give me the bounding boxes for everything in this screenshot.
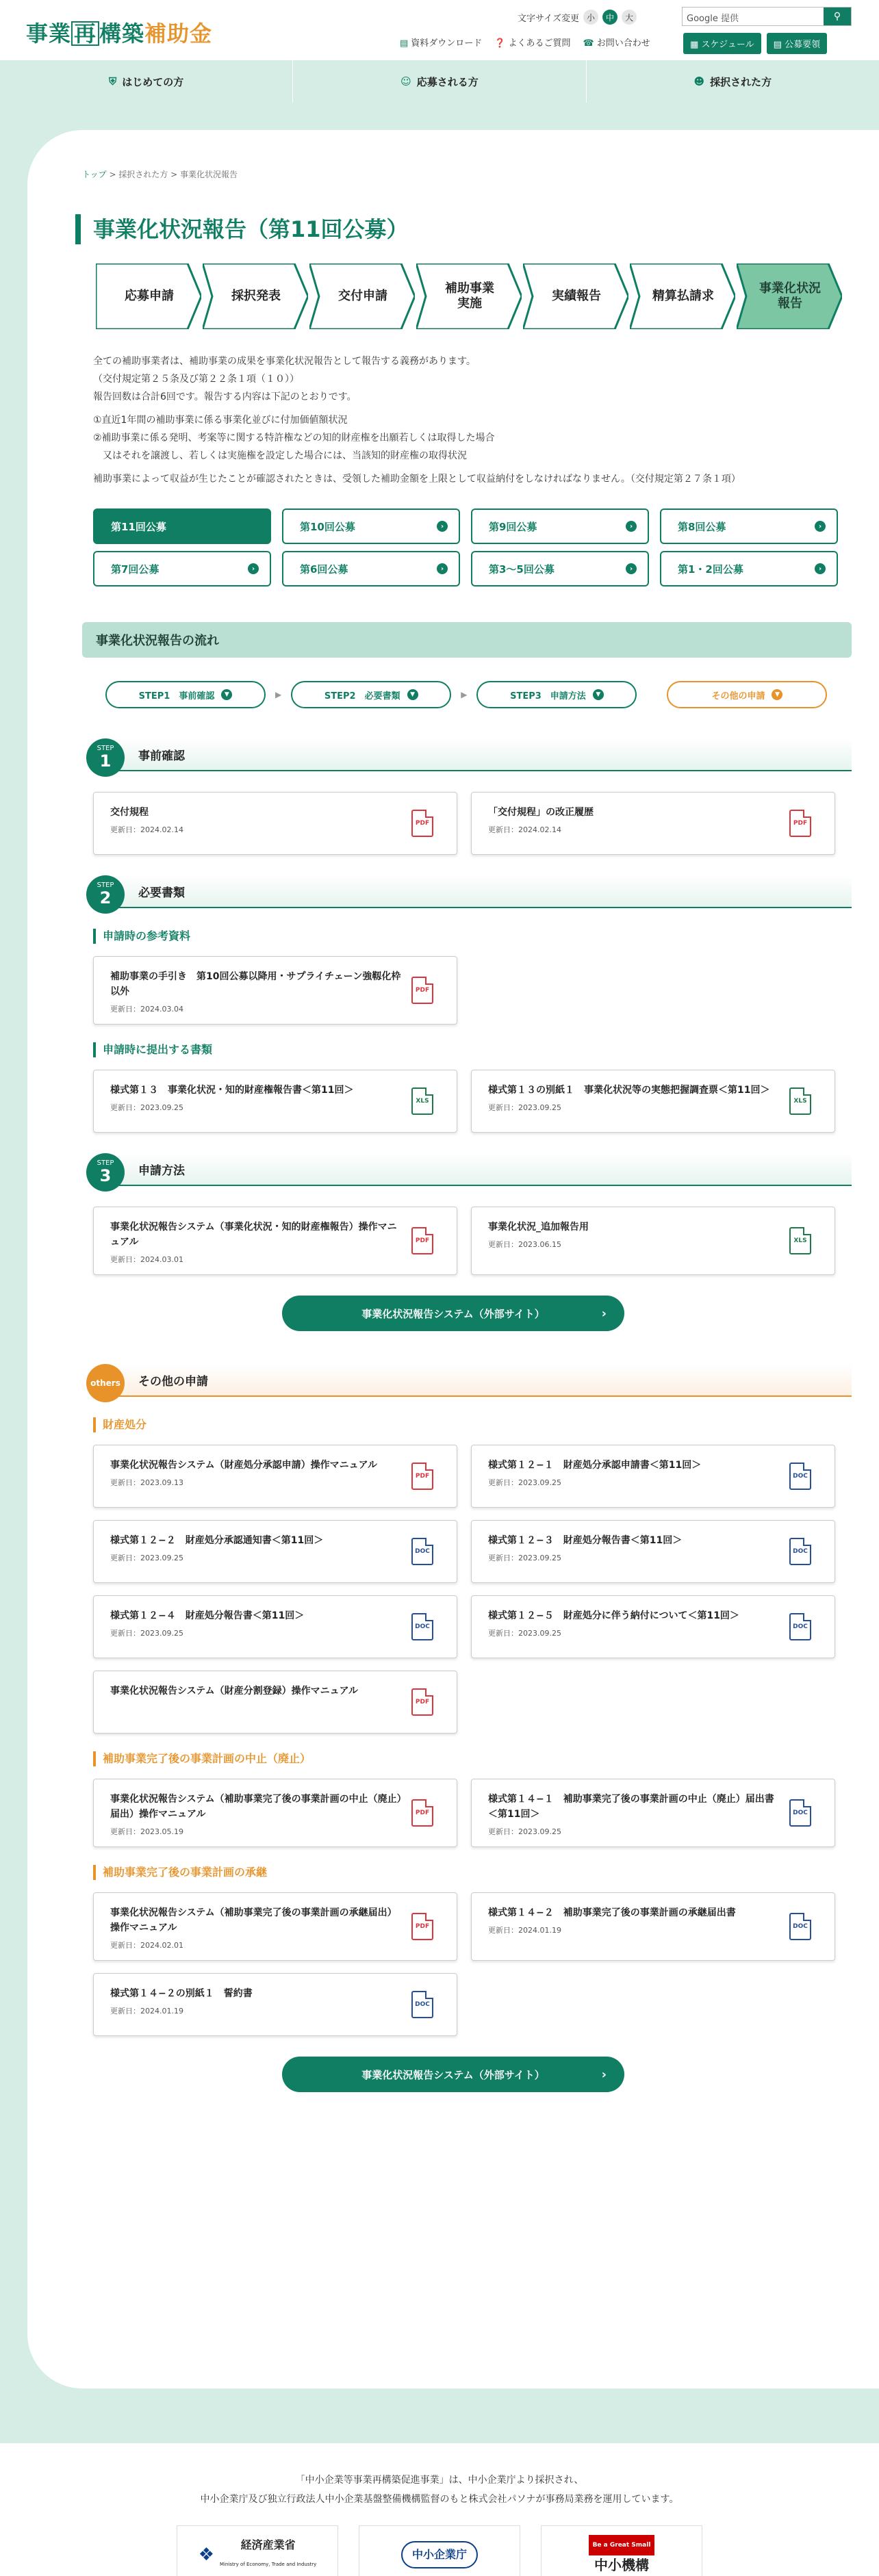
site-header	[0, 0, 879, 60]
pdf-file-icon: PDF	[789, 810, 811, 837]
sme-agency-logo[interactable]: 中小企業庁	[359, 2525, 520, 2576]
document-date: 更新日：2024.03.04	[110, 1005, 183, 1014]
font-size-small-button[interactable]: 小	[583, 10, 598, 25]
step2-section	[86, 875, 852, 908]
person-icon: ☻	[693, 75, 705, 88]
nav-adopted[interactable]: ☻ 採択された方	[693, 75, 772, 88]
calendar-icon: ▦	[690, 40, 702, 50]
others-sub-disposal: 財産処分	[93, 1417, 852, 1432]
document-date: 更新日：2024.01.19	[110, 2007, 183, 2015]
document-title: 事業化状況報告システム（財産処分承認申請）操作マニュアル	[110, 1460, 378, 1471]
flow-step	[416, 263, 522, 329]
arrow-right-icon: ›	[437, 521, 448, 532]
arrow-right-icon: ›	[437, 563, 448, 574]
document-title: 様式第１４−２ 補助事業完了後の事業計画の承継届出書	[488, 1907, 736, 1918]
others-heading: その他の申請	[103, 1364, 852, 1397]
xls-file-icon: XLS	[411, 1087, 433, 1115]
document-icon: ▤	[400, 38, 409, 49]
document-title: 様式第１２−４ 財産処分報告書＜第11回＞	[110, 1610, 305, 1621]
others-section	[86, 1364, 852, 1397]
flow-step	[203, 263, 308, 329]
doc-file-icon: DOC	[789, 1613, 811, 1640]
document-card[interactable]	[93, 1595, 457, 1658]
breadcrumb-current: 事業化状況報告	[180, 170, 238, 179]
meti-mark-icon: ❖	[198, 2545, 215, 2565]
flow-step-label: 交付申請	[338, 289, 387, 303]
document-card[interactable]	[93, 1070, 457, 1133]
global-nav	[0, 60, 879, 103]
document-card[interactable]	[471, 1445, 835, 1508]
external-system-button-2[interactable]: 事業化状況報告システム（外部サイト） ›	[282, 2057, 624, 2092]
document-date: 更新日：2024.01.19	[488, 1926, 561, 1935]
font-size-label: 文字サイズ変更	[518, 13, 579, 24]
page-title: 事業化状況報告（第11回公募）	[75, 214, 852, 244]
breadcrumb-top[interactable]: トップ	[82, 170, 107, 179]
chevron-down-icon: ▼	[221, 689, 232, 700]
intro-text: 全ての補助事業者は、補助事業の成果を事業化状況報告として報告する義務があります。 （交付規定第２５条及び第２２条１項（１０）） 報告回数は合計6回です。報告する内容は下記のとおりです。 ①直近1年間の補助事業に係る事業化並びに付加価値額状況 ②補助事業に係る発明、考案等に関する特許権などの知的財産権を出願若しくは取得した場合 又はそれを譲渡し、若しくは実施権を設定した場合には、当該知的財産権の取得状況 補助事業によって収益が生じたことが確認されたときは、受領した補助金額を上限として収益納付をしなければなりません。（交付規定第２７条１項）	[93, 356, 741, 485]
round-selector	[93, 508, 852, 587]
breadcrumb: トップ > 採択された方 > 事業化状況報告	[82, 170, 238, 179]
smrj-logo[interactable]: Be a Great Small 中小機構	[541, 2525, 702, 2576]
faq-link[interactable]: ❓ よくあるご質問	[494, 38, 571, 49]
step3-heading: 申請方法	[103, 1153, 852, 1186]
anchor-others[interactable]: その他の申請 ▼	[667, 681, 827, 708]
document-date: 更新日：2023.09.25	[488, 1827, 561, 1836]
doc-file-icon: DOC	[411, 1991, 433, 2018]
flow-step-label: 補助事業 実施	[445, 281, 494, 311]
others-cancel-docs	[93, 1779, 852, 1847]
document-card[interactable]	[471, 1520, 835, 1583]
document-card[interactable]	[93, 1671, 457, 1734]
document-date: 更新日：2023.09.13	[110, 1478, 183, 1487]
header-buttons	[683, 33, 827, 54]
document-card[interactable]	[93, 1892, 457, 1961]
document-card[interactable]	[93, 1207, 457, 1275]
round-button[interactable]: 第9回公募 ›	[471, 508, 649, 544]
pdf-file-icon: PDF	[411, 1688, 433, 1716]
chevron-right-icon: ›	[601, 1306, 607, 1321]
document-card[interactable]	[471, 1207, 835, 1275]
pdf-file-icon: PDF	[411, 1799, 433, 1827]
document-title: 様式第１３ 事業化状況・知的財産権報告書＜第11回＞	[110, 1085, 354, 1096]
external-system-button[interactable]: 事業化状況報告システム（外部サイト） ›	[282, 1296, 624, 1331]
guidelines-button[interactable]: ▤ 公募要領	[767, 33, 827, 54]
doc-file-icon: DOC	[789, 1799, 811, 1827]
document-date: 更新日：2023.09.25	[488, 1554, 561, 1562]
chevron-down-icon: ▼	[593, 689, 604, 700]
search-icon: ⚲	[833, 11, 841, 22]
document-title: 補助事業の手引き 第10回公募以降用・サプライチェーン強靱化枠以外	[110, 971, 401, 997]
document-title: 「交付規程」の改正履歴	[488, 807, 594, 818]
document-card[interactable]	[93, 792, 457, 855]
arrow-right-icon: ›	[626, 521, 637, 532]
document-title: 様式第１４−２の別紙１ 誓約書	[110, 1988, 253, 1999]
document-card[interactable]	[93, 1973, 457, 2036]
round-button[interactable]: 第6回公募 ›	[282, 551, 460, 587]
document-date: 更新日：2023.09.25	[110, 1554, 183, 1562]
nav-applicants[interactable]: ☺ 応募される方	[293, 60, 586, 103]
document-title: 様式第１２−３ 財産処分報告書＜第11回＞	[488, 1535, 683, 1546]
document-date: 更新日：2024.02.14	[488, 825, 561, 834]
flow-step	[523, 263, 628, 329]
document-card[interactable]	[471, 1779, 835, 1847]
font-size-large-button[interactable]: 大	[622, 10, 637, 25]
step3-badge: STEP 3	[86, 1153, 125, 1192]
doc-file-icon: DOC	[411, 1538, 433, 1565]
step1-docs	[93, 792, 852, 855]
document-title: 交付規程	[110, 807, 149, 818]
question-icon: ❓	[494, 38, 506, 49]
content-card	[27, 130, 879, 2388]
step2-reference-docs	[93, 956, 852, 1025]
document-date: 更新日：2024.03.01	[110, 1255, 183, 1264]
doc-file-icon: DOC	[411, 1613, 433, 1640]
header-links	[400, 36, 650, 49]
flow-step-label: 実績報告	[552, 289, 601, 303]
document-title: 様式第１２−１ 財産処分承認申請書＜第11回＞	[488, 1460, 702, 1471]
anchor-links	[105, 681, 852, 708]
others-badge: others	[86, 1364, 125, 1402]
round-button[interactable]: 第1・2回公募 ›	[660, 551, 838, 587]
flow-step-label: 精算払請求	[652, 289, 714, 303]
chevron-right-icon: ›	[601, 2067, 607, 2082]
nav-first-time[interactable]: ⛨ はじめての方	[0, 60, 293, 103]
chevron-down-icon: ▼	[407, 689, 418, 700]
others-sub-succession: 補助事業完了後の事業計画の承継	[93, 1865, 852, 1880]
flow-step	[96, 263, 201, 329]
document-date: 更新日：2023.09.25	[488, 1103, 561, 1112]
document-card[interactable]	[471, 792, 835, 855]
round-button[interactable]: 第3〜5回公募 ›	[471, 551, 649, 587]
triangle-right-icon: ▶	[461, 690, 468, 699]
document-card[interactable]	[93, 956, 457, 1025]
step3-section	[86, 1153, 852, 1186]
round-button[interactable]: 第11回公募	[93, 508, 271, 544]
document-title: 様式第１２−５ 財産処分に伴う納付について＜第11回＞	[488, 1610, 739, 1621]
document-card[interactable]	[93, 1779, 457, 1847]
document-card[interactable]	[93, 1445, 457, 1508]
step1-badge: STEP 1	[86, 738, 125, 777]
document-title: 様式第１２−２ 財産処分承認通知書＜第11回＞	[110, 1535, 324, 1546]
schedule-button[interactable]: ▦ スケジュール	[683, 33, 761, 54]
round-button[interactable]: 第8回公募 ›	[660, 508, 838, 544]
document-date: 更新日：2023.09.25	[110, 1103, 183, 1112]
chevron-down-icon: ▼	[772, 689, 782, 700]
book-icon: ▤	[773, 40, 785, 50]
pdf-file-icon: PDF	[411, 1463, 433, 1490]
arrow-right-icon: ›	[626, 563, 637, 574]
document-title: 事業化状況報告システム（事業化状況・知的財産権報告）操作マニュアル	[110, 1222, 397, 1248]
step2-badge: STEP 2	[86, 875, 125, 914]
phone-icon: ☎	[583, 38, 594, 49]
xls-file-icon: XLS	[789, 1227, 811, 1254]
document-date: 更新日：2023.09.25	[488, 1478, 561, 1487]
pdf-file-icon: PDF	[411, 1227, 433, 1254]
main-area	[0, 103, 879, 2443]
breadcrumb-adopted[interactable]: 採択された方	[118, 170, 168, 179]
site-footer	[0, 2443, 879, 2576]
download-link[interactable]: ▤ 資料ダウンロード	[400, 38, 483, 49]
pdf-file-icon: PDF	[411, 1913, 433, 1940]
arrow-right-icon: ›	[248, 563, 259, 574]
others-succession-docs	[93, 1892, 852, 2036]
document-date: 更新日：2023.05.19	[110, 1827, 183, 1836]
anchor-step2[interactable]: STEP2 必要書類 ▼	[291, 681, 451, 708]
document-date: 更新日：2023.06.15	[488, 1240, 561, 1249]
arrow-right-icon: ›	[815, 521, 826, 532]
xls-file-icon: XLS	[789, 1087, 811, 1115]
document-title: 事業化状況_追加報告用	[488, 1222, 589, 1233]
pdf-file-icon: PDF	[411, 810, 433, 837]
doc-file-icon: DOC	[789, 1463, 811, 1490]
flow-heading: 事業化状況報告の流れ	[82, 622, 852, 658]
person-outline-icon: ☺	[400, 75, 411, 88]
others-sub-cancel: 補助事業完了後の事業計画の中止（廃止）	[93, 1751, 852, 1766]
search-button[interactable]	[824, 8, 851, 25]
step2-sub-submit: 申請時に提出する書類	[93, 1042, 852, 1057]
document-card[interactable]	[471, 1892, 835, 1961]
pdf-file-icon: PDF	[411, 977, 433, 1004]
contact-link[interactable]: ☎ お問い合わせ	[583, 38, 650, 49]
footer-text-2: 中小企業庁及び独立行政法人中小企業基盤整備機構監督のもと株式会社パソナが事務局業務を運用しています。	[200, 2494, 679, 2505]
document-title: 事業化状況報告システム（補助事業完了後の事業計画の中止（廃止）届出）操作マニュアル	[110, 1794, 402, 1820]
document-date: 更新日：2023.09.25	[110, 1629, 183, 1638]
process-flow	[96, 263, 852, 329]
document-date: 更新日：2024.02.01	[110, 1941, 183, 1950]
font-size-medium-button[interactable]: 中	[602, 10, 617, 25]
arrow-right-icon: ›	[815, 563, 826, 574]
flow-step	[630, 263, 735, 329]
doc-file-icon: DOC	[789, 1913, 811, 1940]
document-title: 様式第１３の別紙１ 事業化状況等の実態把握調査票＜第11回＞	[488, 1085, 770, 1096]
others-disposal-docs	[93, 1445, 852, 1734]
document-card[interactable]	[93, 1520, 457, 1583]
step2-sub-reference: 申請時の参考資料	[93, 929, 852, 944]
document-date: 更新日：2024.02.14	[110, 825, 183, 834]
doc-file-icon: DOC	[789, 1538, 811, 1565]
document-card[interactable]	[471, 1595, 835, 1658]
search-input[interactable]: Google 提供	[687, 14, 739, 24]
meti-logo[interactable]: ❖ 経済産業省 Ministry of Economy, Trade and Industry	[177, 2525, 338, 2576]
flow-step	[737, 263, 842, 329]
round-button[interactable]: 第10回公募 ›	[282, 508, 460, 544]
document-title: 事業化状況報告システム（財産分割登録）操作マニュアル	[110, 1686, 359, 1697]
round-button[interactable]: 第7回公募 ›	[93, 551, 271, 587]
flow-step	[309, 263, 415, 329]
step1-section	[86, 738, 852, 771]
step2-submit-docs	[93, 1070, 852, 1133]
document-title: 事業化状況報告システム（補助事業完了後の事業計画の承継届出）操作マニュアル	[110, 1907, 397, 1933]
document-title: 様式第１４−１ 補助事業完了後の事業計画の中止（廃止）届出書＜第11回＞	[488, 1794, 774, 1820]
step3-docs	[93, 1207, 852, 1275]
site-logo[interactable]: 事業 再 構築補助金	[26, 21, 213, 47]
document-card[interactable]	[471, 1070, 835, 1133]
flow-step-label: 採択発表	[231, 289, 281, 303]
triangle-right-icon: ▶	[275, 690, 282, 699]
site-search	[682, 7, 852, 26]
step2-heading: 必要書類	[103, 875, 852, 908]
anchor-step1[interactable]: STEP1 事前確認 ▼	[105, 681, 266, 708]
font-size-switcher	[518, 10, 637, 25]
shield-icon: ⛨	[109, 75, 117, 88]
footer-logos	[0, 2525, 879, 2576]
anchor-step3[interactable]: STEP3 申請方法 ▼	[476, 681, 637, 708]
flow-step-label: 事業化状況 報告	[759, 281, 821, 311]
document-date: 更新日：2023.09.25	[488, 1629, 561, 1638]
flow-step-label: 応募申請	[125, 289, 174, 303]
step1-heading: 事前確認	[103, 738, 852, 771]
footer-text-1: 「中小企業等事業再構築促進事業」は、中小企業庁より採択され、	[295, 2475, 584, 2486]
